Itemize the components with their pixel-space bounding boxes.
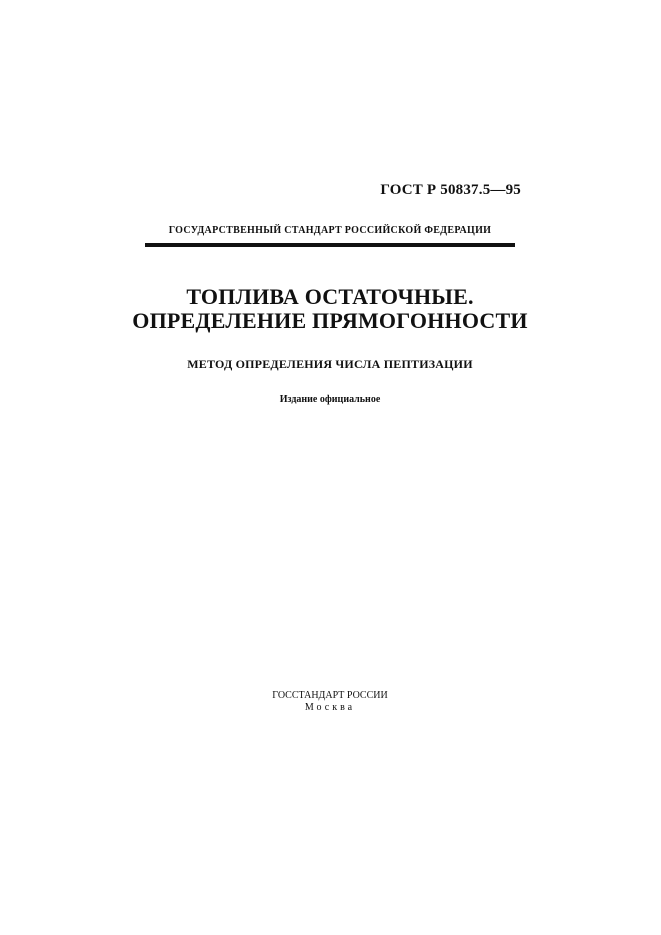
edition-note: Издание официальное (279, 394, 381, 405)
document-title-line-1: ТОПЛИВА ОСТАТОЧНЫЕ. (186, 284, 474, 309)
publisher-city: Москва (304, 702, 356, 713)
standard-number: ГОСТ Р 50837.5—95 (380, 182, 521, 198)
document-title-line-2: ОПРЕДЕЛЕНИЕ ПРЯМОГОННОСТИ (132, 308, 528, 333)
publisher-block (90, 690, 570, 714)
publisher-name: ГОССТАНДАРТ РОССИИ (272, 690, 388, 701)
document-subtitle: МЕТОД ОПРЕДЕЛЕНИЯ ЧИСЛА ПЕПТИЗАЦИИ (187, 357, 473, 371)
header-divider (145, 243, 515, 247)
document-title (90, 285, 570, 333)
standard-organization: ГОСУДАРСТВЕННЫЙ СТАНДАРТ РОССИЙСКОЙ ФЕДЕРАЦИИ (168, 225, 492, 236)
